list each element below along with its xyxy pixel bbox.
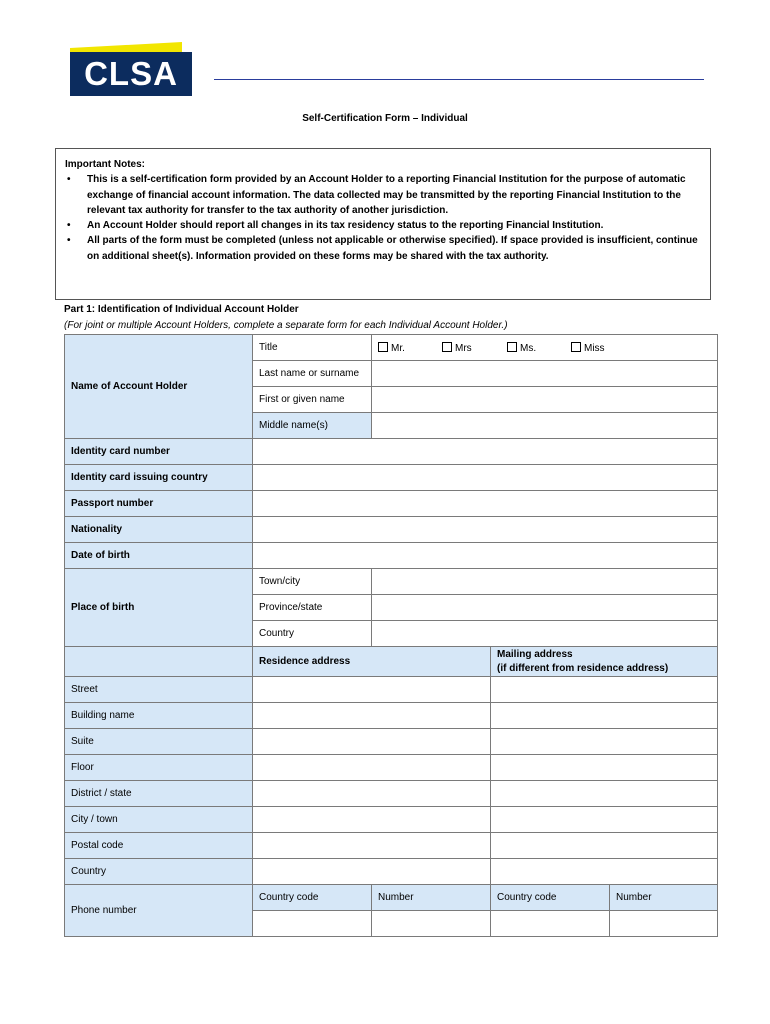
mailing-number-field[interactable] xyxy=(610,911,718,937)
street-label: Street xyxy=(65,677,253,703)
residence-country-code-label: Country code xyxy=(253,885,372,911)
last-name-label: Last name or surname xyxy=(253,361,372,387)
postal-code-label: Postal code xyxy=(65,833,253,859)
nationality-field[interactable] xyxy=(253,517,718,543)
residence-country-code-field[interactable] xyxy=(253,911,372,937)
mailing-country-code-label: Country code xyxy=(491,885,610,911)
nationality-label: Nationality xyxy=(65,517,253,543)
name-of-account-holder-label: Name of Account Holder xyxy=(65,335,253,439)
checkbox-icon[interactable] xyxy=(442,342,452,352)
date-of-birth-field[interactable] xyxy=(253,543,718,569)
logo-stripe xyxy=(70,42,182,52)
middle-name-field[interactable] xyxy=(372,413,718,439)
residence-country-field[interactable] xyxy=(253,859,491,885)
mailing-country-code-field[interactable] xyxy=(491,911,610,937)
district-label: District / state xyxy=(65,781,253,807)
mailing-city-field[interactable] xyxy=(491,807,718,833)
residence-postal-field[interactable] xyxy=(253,833,491,859)
mailing-suite-field[interactable] xyxy=(491,729,718,755)
title-options xyxy=(372,335,718,361)
residence-number-field[interactable] xyxy=(372,911,491,937)
place-of-birth-label: Place of birth xyxy=(65,569,253,647)
logo-text: CLSA xyxy=(70,52,192,96)
mailing-street-field[interactable] xyxy=(491,677,718,703)
first-name-label: First or given name xyxy=(253,387,372,413)
residence-floor-field[interactable] xyxy=(253,755,491,781)
notes-heading: Important Notes: xyxy=(65,159,145,170)
birth-country-label: Country xyxy=(253,621,372,647)
town-field[interactable] xyxy=(372,569,718,595)
middle-name-label: Middle name(s) xyxy=(253,413,372,439)
part1-title: Part 1: Identification of Individual Account Holder xyxy=(64,304,299,315)
checkbox-icon[interactable] xyxy=(507,342,517,352)
title-option-ms[interactable]: Ms. xyxy=(507,342,571,354)
town-label: Town/city xyxy=(253,569,372,595)
checkbox-icon[interactable] xyxy=(378,342,388,352)
last-name-field[interactable] xyxy=(372,361,718,387)
identity-card-field[interactable] xyxy=(253,439,718,465)
building-name-label: Building name xyxy=(65,703,253,729)
title-option-mrs[interactable]: Mrs xyxy=(442,342,507,354)
mailing-country-field[interactable] xyxy=(491,859,718,885)
residence-suite-field[interactable] xyxy=(253,729,491,755)
note-item: • This is a self-certification form provided by an Account Holder to a reporting Financial Institution for the purpose of automatic exchange of financial account information. The data collected may be transmitted by the reporting Financial Institution to the relevant tax authority for transfer to the tax authority of another jurisdiction. xyxy=(65,172,702,218)
note-item: • An Account Holder should report all changes in its tax residency status to the reporting Financial Institution. xyxy=(65,218,702,233)
city-label: City / town xyxy=(65,807,253,833)
phone-number-label: Phone number xyxy=(65,885,253,937)
residence-address-header: Residence address xyxy=(253,647,491,677)
residence-district-field[interactable] xyxy=(253,781,491,807)
identity-card-label: Identity card number xyxy=(65,439,253,465)
province-label: Province/state xyxy=(253,595,372,621)
passport-label: Passport number xyxy=(65,491,253,517)
mailing-number-label: Number xyxy=(610,885,718,911)
address-header-blank xyxy=(65,647,253,677)
mailing-address-title: Mailing address xyxy=(497,648,573,660)
identity-country-label: Identity card issuing country xyxy=(65,465,253,491)
title-option-miss[interactable]: Miss xyxy=(571,342,605,354)
floor-label: Floor xyxy=(65,755,253,781)
mailing-address-note: (if different from residence address) xyxy=(497,662,669,674)
residence-city-field[interactable] xyxy=(253,807,491,833)
part1-subtitle: (For joint or multiple Account Holders, complete a separate form for each Individual Account Holder.) xyxy=(64,320,508,331)
form-title: Self-Certification Form – Individual xyxy=(302,113,468,124)
note-item: • All parts of the form must be completed (unless not applicable or otherwise specified). If space provided is insufficient, continue on additional sheet(s). Information provided on these forms may be shared with the tax authority. xyxy=(65,233,702,264)
identification-table xyxy=(64,334,718,937)
address-country-label: Country xyxy=(65,859,253,885)
mailing-floor-field[interactable] xyxy=(491,755,718,781)
mailing-district-field[interactable] xyxy=(491,781,718,807)
title-option-mr[interactable]: Mr. xyxy=(378,342,442,354)
suite-label: Suite xyxy=(65,729,253,755)
birth-country-field[interactable] xyxy=(372,621,718,647)
checkbox-icon[interactable] xyxy=(571,342,581,352)
header-rule xyxy=(214,79,704,80)
mailing-building-field[interactable] xyxy=(491,703,718,729)
clsa-logo xyxy=(70,42,192,96)
identity-country-field[interactable] xyxy=(253,465,718,491)
residence-number-label: Number xyxy=(372,885,491,911)
province-field[interactable] xyxy=(372,595,718,621)
residence-building-field[interactable] xyxy=(253,703,491,729)
title-label: Title xyxy=(253,335,372,361)
notes-list xyxy=(65,172,702,264)
passport-field[interactable] xyxy=(253,491,718,517)
important-notes xyxy=(55,148,711,300)
first-name-field[interactable] xyxy=(372,387,718,413)
date-of-birth-label: Date of birth xyxy=(65,543,253,569)
residence-street-field[interactable] xyxy=(253,677,491,703)
mailing-postal-field[interactable] xyxy=(491,833,718,859)
mailing-address-header xyxy=(491,647,718,677)
